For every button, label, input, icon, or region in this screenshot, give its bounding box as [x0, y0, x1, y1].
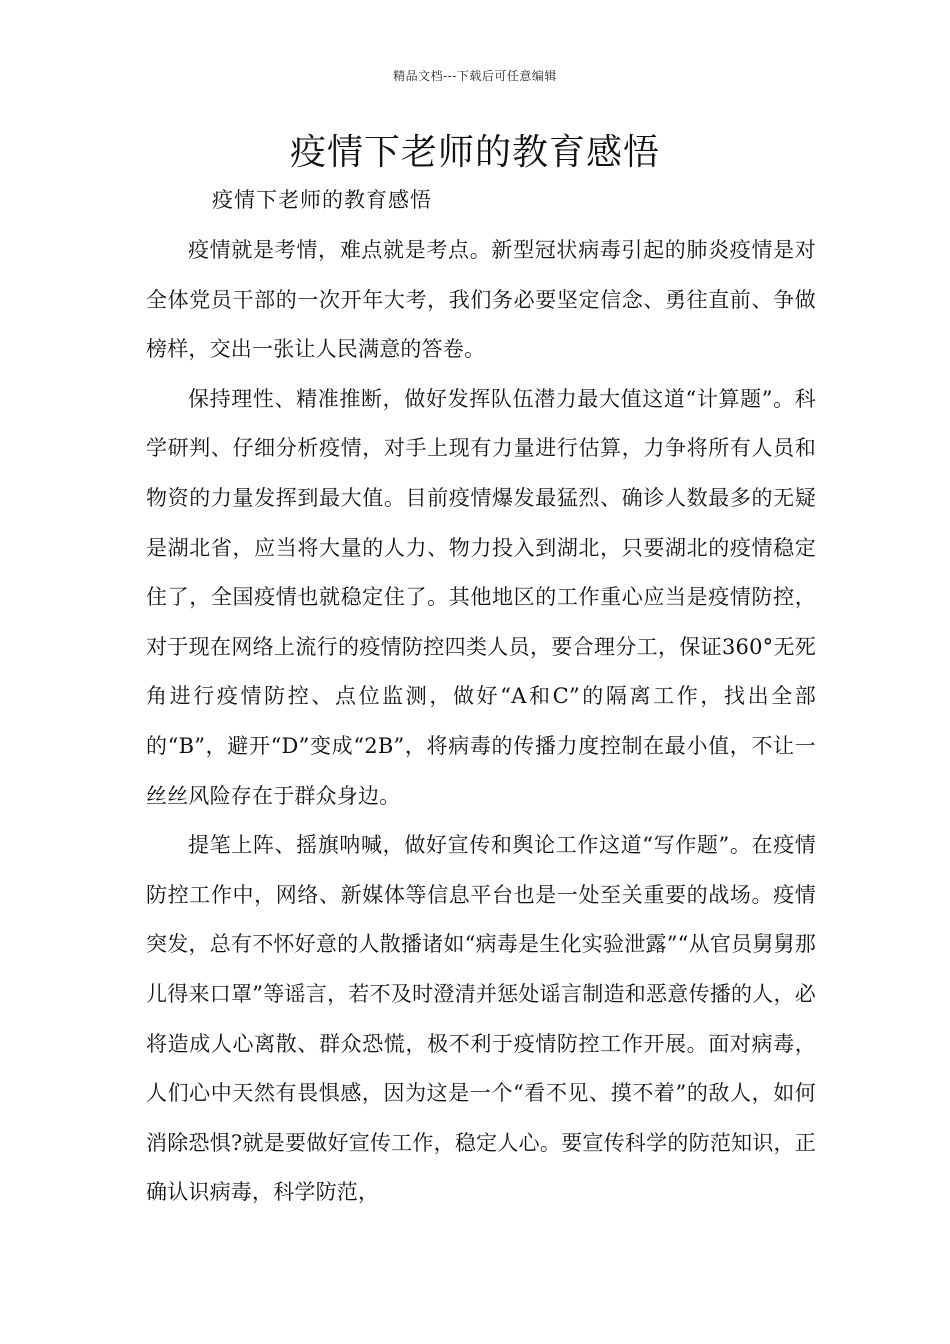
paragraph-3: 提笔上阵、摇旗呐喊，做好宣传和舆论工作这道“写作题”。在疫情防控工作中，网络、新媒体等信息平台也是一处至关重要的战场。疫情突发，总有不怀好意的人散播诸如“病毒是生化实验泄露”“从官员舅舅那儿得来口罩”等谣言，若不及时澄清并惩处谣言制造和恶意传播的人，必将造成人心离散、群众恐慌，极不利于疫情防控工作开展。面对病毒，人们心中天然有畏惧感，因为这是一个“看不见、摸不着”的敌人，如何消除恐惧?就是要做好宣传工作，稳定人心。要宣传科学的防范知识，正确认识病毒，科学防范，: [146, 833, 816, 1205]
paragraph-2: 保持理性、精准推断，做好发挥队伍潜力最大值这道“计算题”。科学研判、仔细分析疫情，对手上现有力量进行估算，力争将所有人员和物资的力量发挥到最大值。目前疫情爆发最猛烈、确诊人数最多的无疑是湖北省，应当将大量的人力、物力投入到湖北，只要湖北的疫情稳定住了，全国疫情也就稳定住了。其他地区的工作重心应当是疫情防控，对于现在网络上流行的疫情防控四类人员，要合理分工，保证360°无死角进行疫情防控、点位监测，做好“A和C”的隔离工作，找出全部的“B”，避开“D”变成“2B”，将病毒的传播力度控制在最小值，不让一丝丝风险存在于群众身边。: [146, 386, 816, 808]
paragraph-1: 疫情就是考情，难点就是考点。新型冠状病毒引起的肺炎疫情是对全体党员干部的一次开年大考，我们务必要坚定信念、勇往直前、争做榜样，交出一张让人民满意的答卷。: [146, 238, 816, 362]
body-text: [146, 226, 816, 1218]
header-note: 精品文档---下载后可任意编辑: [393, 69, 557, 83]
document-subtitle: 疫情下老师的教育感悟: [212, 188, 432, 212]
document-title: 疫情下老师的教育感悟: [289, 132, 660, 173]
